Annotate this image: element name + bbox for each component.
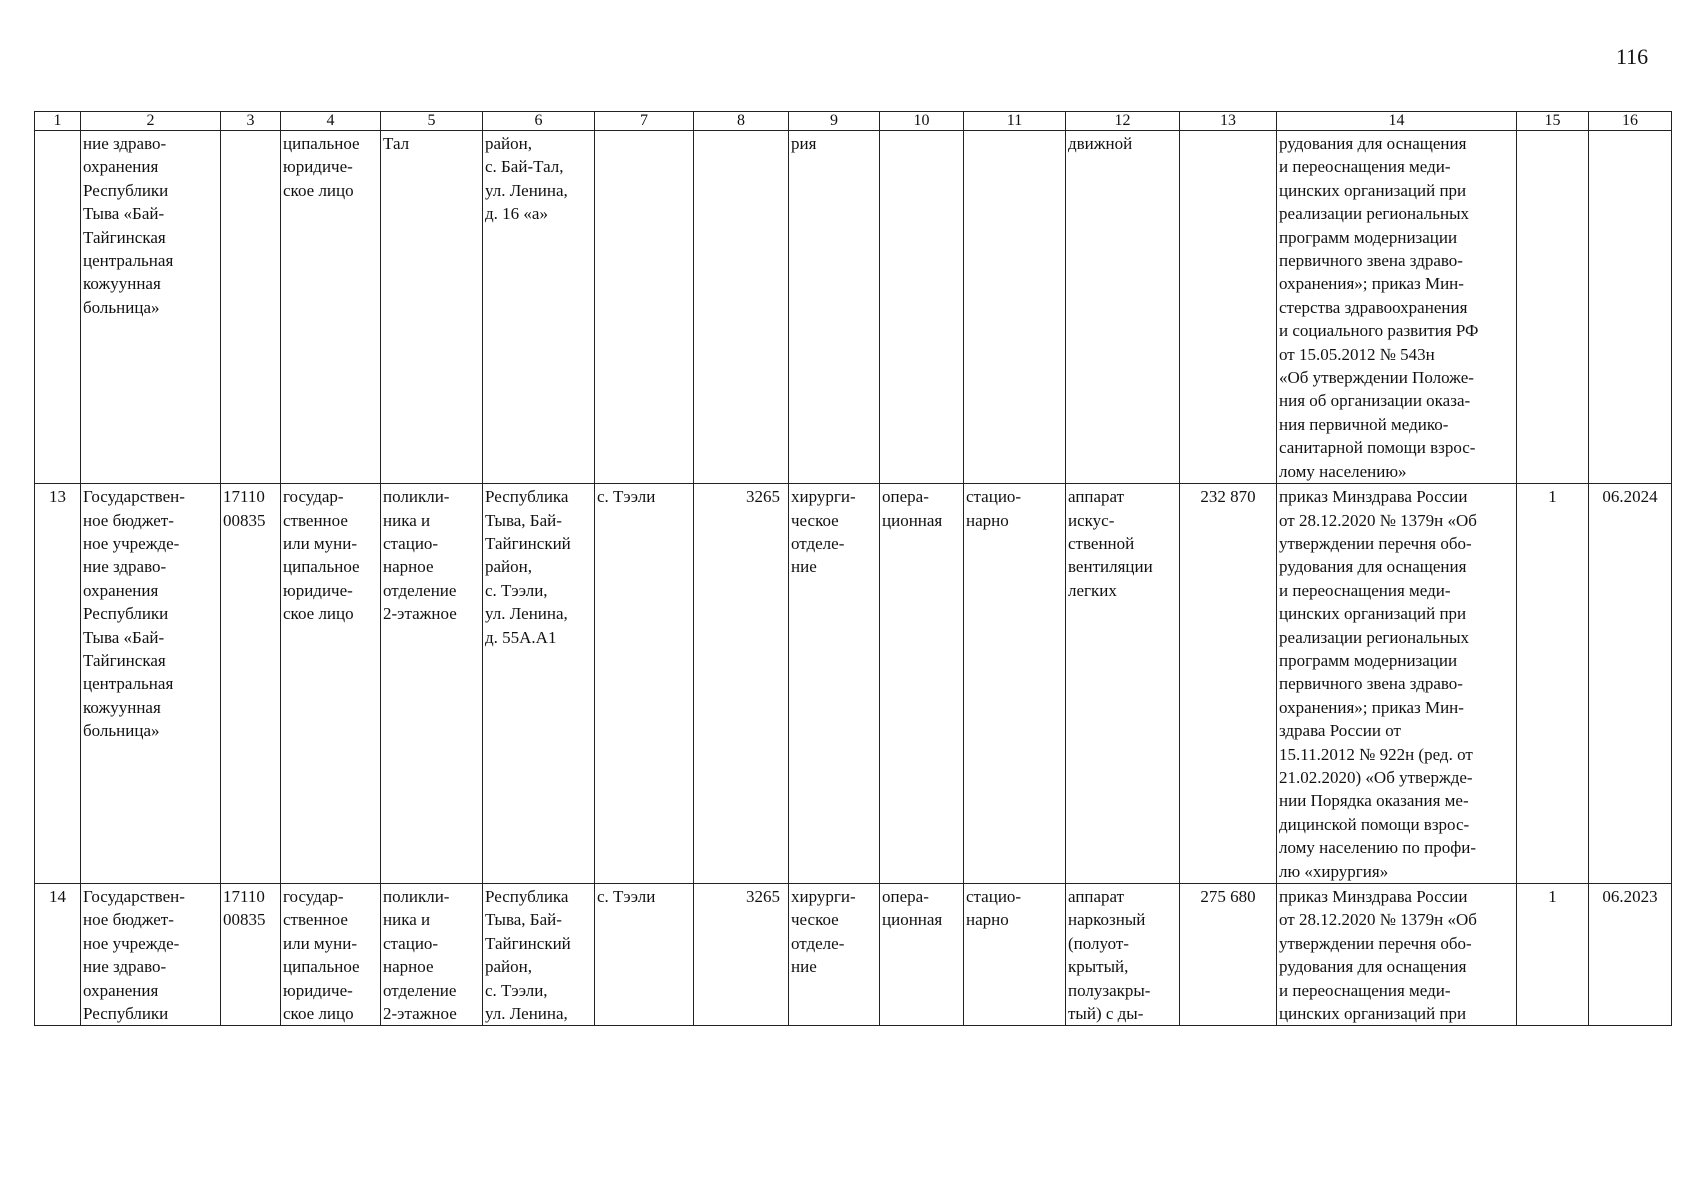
address-cell	[483, 131, 595, 484]
quantity-cell: 1	[1517, 484, 1589, 884]
column-number-15: 15	[1517, 112, 1589, 131]
column-number-7: 7	[595, 112, 694, 131]
room-cell	[880, 884, 964, 1026]
equipment-cell	[1066, 884, 1180, 1026]
cell-line: ул. Ленина,	[485, 180, 568, 200]
row-number-cell: 14	[35, 884, 81, 1026]
cell-line: цинских организаций при	[1279, 180, 1467, 200]
cell-line: ние здраво-	[83, 134, 167, 153]
cell-line: юридиче-	[283, 157, 353, 177]
cell-line: поликли-	[383, 487, 450, 507]
address-cell	[483, 884, 595, 1026]
cell-line: ское лицо	[283, 180, 354, 200]
cell-line: 15.11.2012 № 922н (ред. от	[1279, 744, 1473, 764]
cell-line: юридиче-	[283, 580, 353, 600]
legal-basis-cell	[1277, 884, 1517, 1026]
cell-line: д. 16 «а»	[485, 204, 548, 224]
cell-line: (полуот-	[1068, 933, 1129, 953]
cell-line: и переоснащения меди-	[1279, 580, 1451, 600]
cell-line: программ модернизации	[1279, 227, 1458, 247]
cell-line: или муни-	[283, 933, 358, 953]
cell-line: государ-	[283, 887, 344, 906]
table-row	[35, 884, 1672, 1026]
cell-line: нарно	[966, 510, 1009, 530]
cell-line: наркозный	[1068, 910, 1146, 930]
row-number-cell: 13	[35, 484, 81, 884]
cell-line: охранения	[83, 157, 159, 177]
cell-line: нарное	[383, 957, 434, 977]
cell-line: от 28.12.2020 № 1379н «Об	[1279, 510, 1477, 530]
cell-line: и социального развития РФ	[1279, 321, 1479, 341]
cell-line: ния первичной медико-	[1279, 414, 1449, 434]
settlement-cell	[595, 131, 694, 484]
cost-cell	[1180, 131, 1277, 484]
cell-line: отделение	[383, 580, 457, 600]
cell-line: отделе-	[791, 933, 845, 953]
cell-line: утверждении перечня обо-	[1279, 533, 1472, 553]
room-cell	[880, 131, 964, 484]
cell-line: ционная	[882, 510, 943, 530]
cell-line: ника и	[383, 510, 431, 530]
cell-line: вентиляции	[1068, 557, 1153, 577]
department-cell	[789, 131, 880, 484]
building-cell	[381, 484, 483, 884]
cell-line: аппарат	[1068, 887, 1125, 906]
column-number-9: 9	[789, 112, 880, 131]
cell-line: 17110	[223, 487, 265, 507]
column-number-12: 12	[1066, 112, 1180, 131]
equipment-cell	[1066, 131, 1180, 484]
cell-line: нарное	[383, 557, 434, 577]
cell-line: центральная	[83, 674, 174, 694]
cell-line: Тыва «Бай-	[83, 204, 165, 224]
department-cell	[789, 884, 880, 1026]
column-number-4: 4	[281, 112, 381, 131]
cell-line: ние здраво-	[83, 957, 167, 977]
cell-line: с. Тээли,	[485, 580, 548, 600]
cell-line: ципальное	[283, 957, 360, 977]
row-number-cell	[35, 131, 81, 484]
cell-line: охранения	[83, 580, 159, 600]
cell-line: д. 55А.А1	[485, 627, 557, 647]
cell-line: ционная	[882, 910, 943, 930]
table-row	[35, 484, 1672, 884]
legal-form-cell	[281, 131, 381, 484]
cell-line: район,	[485, 134, 532, 153]
care-mode-cell	[964, 484, 1066, 884]
column-number-14: 14	[1277, 112, 1517, 131]
oktmo-cell: 3265	[694, 484, 789, 884]
cell-line: Республики	[83, 604, 169, 624]
cell-line: с. Бай-Тал,	[485, 157, 564, 177]
cell-line: ное бюджет-	[83, 910, 174, 930]
cell-line: Тайгинский	[485, 933, 571, 953]
cell-line: нии Порядка оказания ме-	[1279, 791, 1469, 811]
date-cell: 06.2024	[1589, 484, 1672, 884]
cell-line: приказ Минздрава России	[1279, 487, 1468, 507]
column-number-1: 1	[35, 112, 81, 131]
cell-line: опера-	[882, 887, 929, 906]
organization-cell	[81, 484, 221, 884]
organization-cell	[81, 131, 221, 484]
cell-line: цинских организаций при	[1279, 1004, 1467, 1024]
cell-line: ния об организации оказа-	[1279, 391, 1471, 411]
cell-line: район,	[485, 957, 532, 977]
cell-line: и переоснащения меди-	[1279, 157, 1451, 177]
cell-line: Тыва, Бай-	[485, 910, 562, 930]
settlement-cell	[595, 484, 694, 884]
cell-line: ственное	[283, 910, 348, 930]
equipment-table	[34, 111, 1672, 1026]
cell-line: от 28.12.2020 № 1379н «Об	[1279, 910, 1477, 930]
cell-line: от 15.05.2012 № 543н	[1279, 344, 1435, 364]
cell-line: Государствен-	[83, 487, 185, 507]
oktmo-cell: 3265	[694, 884, 789, 1026]
cell-line: реализации региональных	[1279, 204, 1469, 224]
cell-line: аппарат	[1068, 487, 1125, 507]
page-number: 116	[1616, 44, 1649, 69]
table-row	[35, 131, 1672, 484]
cell-line: стацио-	[383, 933, 439, 953]
cell-line: поликли-	[383, 887, 450, 906]
column-number-5: 5	[381, 112, 483, 131]
cell-line: стацио-	[966, 887, 1022, 906]
cell-line: 2-этажное	[383, 604, 457, 624]
cell-line: ное учрежде-	[83, 533, 180, 553]
cell-line: охранения»; приказ Мин-	[1279, 274, 1464, 294]
cell-line: ское лицо	[283, 604, 354, 624]
column-number-8: 8	[694, 112, 789, 131]
cell-line: стацио-	[383, 533, 439, 553]
cell-line: крытый,	[1068, 957, 1129, 977]
legal-basis-cell	[1277, 484, 1517, 884]
cell-line: ское лицо	[283, 1004, 354, 1024]
cell-line: искус-	[1068, 510, 1115, 530]
cell-line: 17110	[223, 887, 265, 906]
cell-line: ципальное	[283, 557, 360, 577]
care-mode-cell	[964, 884, 1066, 1026]
equipment-cell	[1066, 484, 1180, 884]
code-cell	[221, 484, 281, 884]
cell-line: лю «хирургия»	[1279, 861, 1389, 881]
cell-line: охранения»; приказ Мин-	[1279, 697, 1464, 717]
cell-line: ул. Ленина,	[485, 604, 568, 624]
cell-line: Республики	[83, 1004, 169, 1024]
cell-line: первичного звена здраво-	[1279, 674, 1463, 694]
column-number-11: 11	[964, 112, 1066, 131]
cell-line: Республика	[485, 487, 569, 507]
cell-line: ние здраво-	[83, 557, 167, 577]
legal-form-cell	[281, 484, 381, 884]
cell-line: Республика	[485, 887, 569, 906]
cell-line: цинских организаций при	[1279, 604, 1467, 624]
column-number-3: 3	[221, 112, 281, 131]
cell-line: ческое	[791, 910, 839, 930]
cell-line: район,	[485, 557, 532, 577]
cell-line: охранения	[83, 980, 159, 1000]
cell-line: Тайгинская	[83, 650, 166, 670]
cell-line: нарно	[966, 910, 1009, 930]
cell-line: с. Тээли	[597, 487, 656, 507]
cell-line: приказ Минздрава России	[1279, 887, 1468, 906]
cell-line: больница»	[83, 721, 160, 741]
cell-line: движной	[1068, 134, 1133, 153]
code-cell	[221, 131, 281, 484]
quantity-cell: 1	[1517, 884, 1589, 1026]
cell-line: ул. Ленина,	[485, 1004, 568, 1024]
cell-line: стацио-	[966, 487, 1022, 507]
cell-line: Тыва, Бай-	[485, 510, 562, 530]
cell-line: ственной	[1068, 533, 1135, 553]
cost-cell: 232 870	[1180, 484, 1277, 884]
column-number-6: 6	[483, 112, 595, 131]
cell-line: и переоснащения меди-	[1279, 980, 1451, 1000]
address-cell	[483, 484, 595, 884]
oktmo-cell	[694, 131, 789, 484]
cell-line: больница»	[83, 297, 160, 317]
cell-line: полузакры-	[1068, 980, 1151, 1000]
code-cell	[221, 884, 281, 1026]
cell-line: лому населению»	[1279, 461, 1407, 481]
cell-line: Государствен-	[83, 887, 185, 906]
cell-line: юридиче-	[283, 980, 353, 1000]
cell-line: хирурги-	[791, 487, 856, 507]
cell-line: ника и	[383, 910, 431, 930]
cell-line: ственное	[283, 510, 348, 530]
cell-line: санитарной помощи взрос-	[1279, 438, 1476, 458]
quantity-cell	[1517, 131, 1589, 484]
cell-line: программ модернизации	[1279, 650, 1458, 670]
cell-line: первичного звена здраво-	[1279, 251, 1463, 271]
cell-line: утверждении перечня обо-	[1279, 933, 1472, 953]
cell-line: с. Тээли	[597, 887, 656, 906]
cell-line: отделе-	[791, 533, 845, 553]
cell-line: ние	[791, 557, 817, 577]
cell-line: ное бюджет-	[83, 510, 174, 530]
cell-line: легких	[1068, 580, 1117, 600]
cell-line: ческое	[791, 510, 839, 530]
column-number-16: 16	[1589, 112, 1672, 131]
cell-line: Тыва «Бай-	[83, 627, 165, 647]
building-cell	[381, 131, 483, 484]
header-row	[35, 112, 1672, 131]
cell-line: кожуунная	[83, 697, 161, 717]
room-cell	[880, 484, 964, 884]
cell-line: ципальное	[283, 134, 360, 153]
cell-line: ние	[791, 957, 817, 977]
cell-line: реализации региональных	[1279, 627, 1469, 647]
column-number-13: 13	[1180, 112, 1277, 131]
building-cell	[381, 884, 483, 1026]
care-mode-cell	[964, 131, 1066, 484]
cell-line: государ-	[283, 487, 344, 507]
cost-cell: 275 680	[1180, 884, 1277, 1026]
cell-line: «Об утверждении Положе-	[1279, 368, 1474, 388]
cell-line: центральная	[83, 251, 174, 271]
cell-line: хирурги-	[791, 887, 856, 906]
cell-line: кожуунная	[83, 274, 161, 294]
cell-line: Тайгинский	[485, 533, 571, 553]
cell-line: отделение	[383, 980, 457, 1000]
column-number-10: 10	[880, 112, 964, 131]
cell-line: 00835	[223, 910, 266, 930]
cell-line: рудования для оснащения	[1279, 957, 1467, 977]
cell-line: дицинской помощи взрос-	[1279, 814, 1470, 834]
cell-line: или муни-	[283, 533, 358, 553]
organization-cell	[81, 884, 221, 1026]
cell-line: Тайгинская	[83, 227, 166, 247]
cell-line: рия	[791, 134, 817, 153]
cell-line: ное учрежде-	[83, 933, 180, 953]
column-number-2: 2	[81, 112, 221, 131]
date-cell	[1589, 131, 1672, 484]
cell-line: здрава России от	[1279, 721, 1401, 741]
cell-line: лому населению по профи-	[1279, 838, 1477, 858]
cell-line: с. Тээли,	[485, 980, 548, 1000]
settlement-cell	[595, 884, 694, 1026]
cell-line: тый) с ды-	[1068, 1004, 1144, 1024]
date-cell: 06.2023	[1589, 884, 1672, 1026]
cell-line: 00835	[223, 510, 266, 530]
cell-line: опера-	[882, 487, 929, 507]
cell-line: 21.02.2020) «Об утвержде-	[1279, 767, 1473, 787]
legal-basis-cell	[1277, 131, 1517, 484]
cell-line: рудования для оснащения	[1279, 134, 1467, 153]
legal-form-cell	[281, 884, 381, 1026]
cell-line: Республики	[83, 180, 169, 200]
cell-line: стерства здравоохранения	[1279, 297, 1468, 317]
cell-line: Тал	[383, 134, 410, 153]
cell-line: рудования для оснащения	[1279, 557, 1467, 577]
cell-line: 2-этажное	[383, 1004, 457, 1024]
department-cell	[789, 484, 880, 884]
